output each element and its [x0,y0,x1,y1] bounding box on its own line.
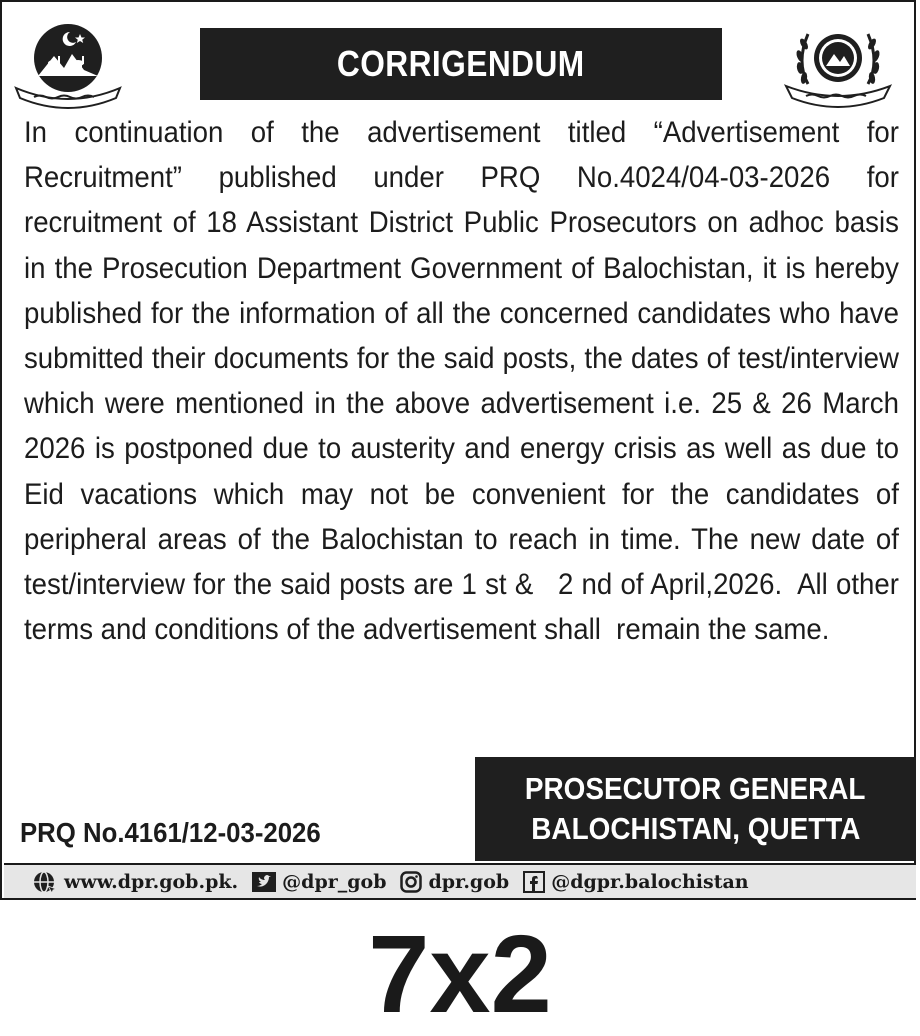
signature-block [475,757,916,861]
twitter-handle: @dpr_gob [282,870,387,893]
signatory-location: BALOCHISTAN, QUETTA [530,811,861,846]
corrigendum-body-text: In continuation of the advertisement titled “Advertisement for Recruitment” published under PRQ No.4024/04-03-2026 for recruitment of 18 Assistant District Public Prosecutors on adhoc basis in the Prosecution Department Government of Balochistan, it is hereby published for the information of all the concerned candidates who have submitted their documents for the said posts, the dates of test/interview which were mentioned in the above advertisement i.e. 25 & 26 March 2026 is postponed due to austerity and energy crisis as well as due to Eid vacations which may not be convenient for the candidates of peripheral areas of the Balochistan to reach in time. The new date of test/interview for the said posts are 1 st & 2 nd of April,2026. All other terms and conditions of the advertisement shall remain the same. [24,116,899,647]
instagram-link[interactable] [400,871,509,893]
facebook-icon [523,871,545,893]
facebook-link[interactable] [523,871,748,893]
twitter-icon [252,872,276,892]
website-text: www.dpr.gob.pk. [64,870,239,893]
title-banner [200,28,722,100]
prq-number: PRQ No.4161/12-03-2026 [20,817,321,848]
ad-size-label: 7x2 [368,913,552,1036]
globe-icon [32,871,58,893]
contact-footer [4,863,916,898]
twitter-link[interactable] [252,871,386,893]
balochistan-government-emblem [12,18,124,110]
instagram-handle: dpr.gob [428,870,510,893]
page-title: CORRIGENDUM [337,43,585,84]
instagram-icon [400,871,422,893]
website-link[interactable] [32,871,238,893]
facebook-handle: @dgpr.balochistan [551,870,749,893]
dgpr-balochistan-emblem [782,20,894,110]
signatory-title: PROSECUTOR GENERAL [525,771,866,806]
